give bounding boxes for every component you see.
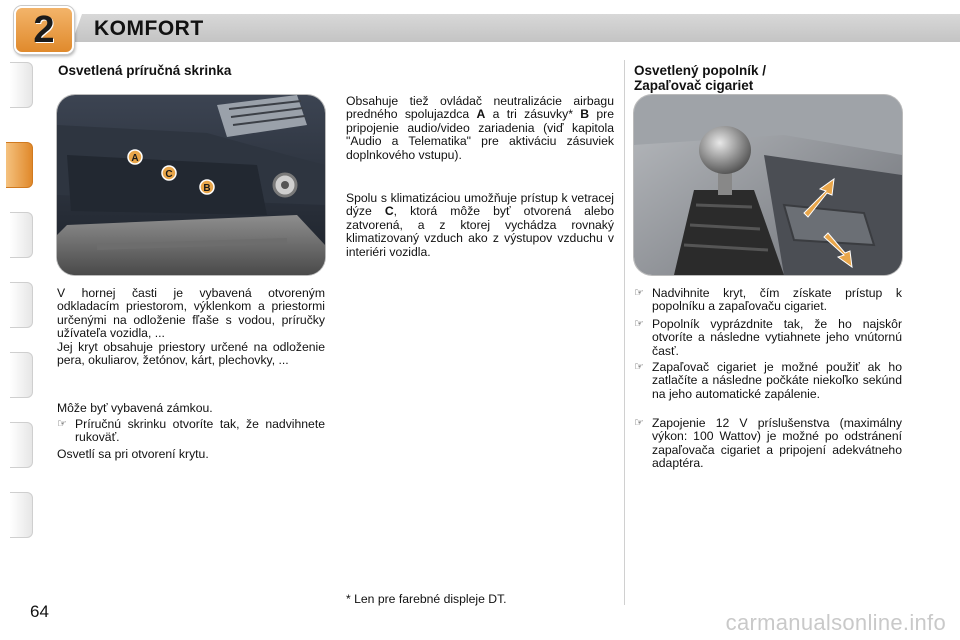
- label-c: C: [165, 169, 173, 180]
- bullet-text: Príručnú skrinku otvoríte tak, že nadvihnete rukoväť.: [75, 417, 325, 445]
- ashtray-title-line-2: Zapaľovač cigariet: [634, 78, 754, 93]
- chapter-number: 2: [33, 8, 55, 51]
- label-b: B: [203, 183, 211, 194]
- ashtray-bullet: [634, 361, 902, 401]
- watermark: carmanualsonline.info: [725, 610, 946, 635]
- label-b-inline: B: [580, 107, 590, 122]
- ashtray-photo: [634, 95, 902, 275]
- glovebox-photo: [57, 95, 325, 275]
- bullet-text: Zapaľovač cigariet je možné použiť ak ho zatlačíte a následne počkáte niekoľko sekúnd na jeho automatické zapálenie.: [652, 360, 902, 401]
- bullet-text: Popolník vyprázdnite tak, že ho najskôr otvoríte a následne vytiahnete jeho vnútornú časť.: [652, 317, 902, 358]
- label-a: A: [131, 153, 139, 164]
- ashtray-bullet: [634, 287, 902, 314]
- glovebox-para-2: Jej kryt obsahuje priestory určené na odloženie pera, okuliarov, žetónov, kárt, plechovky, ...: [57, 340, 325, 368]
- glovebox-para-1: V hornej časti je vybavená otvoreným odkladacím priestorom, výklenkom a priestormi určenými na odloženie fľaše s vodou, príručky užívateľa vozidla, ...: [57, 286, 325, 341]
- gear-console-illustration: [634, 95, 902, 275]
- side-tab[interactable]: [10, 212, 33, 258]
- ashtray-bullet: [634, 318, 902, 358]
- side-tab[interactable]: [10, 282, 33, 328]
- label-c-inline: C: [384, 204, 394, 219]
- pointing-hand-icon: ☞: [57, 418, 67, 430]
- label-a-inline: A: [476, 107, 486, 122]
- ashtray-bullet: [634, 417, 902, 471]
- ashtray-title: [634, 63, 766, 93]
- glovebox-para-4: Osvetlí sa pri otvorení krytu.: [57, 447, 209, 461]
- page-number: 64: [30, 602, 49, 621]
- glovebox-bullet-1: [57, 418, 325, 445]
- middle-para-2-part-c: , ktorá môže byť otvorená alebo zatvorená, a z ktorej vychádza rovnaký klimatizovaný vzduch ako z výstupov vzduchu v interiéri vozidla.: [346, 204, 614, 259]
- pointing-hand-icon: ☞: [634, 361, 644, 373]
- bullet-text: Nadvihnite kryt, čím získate prístup k popolníku a zapaľovaču cigariet.: [652, 286, 902, 314]
- side-tab[interactable]: [10, 352, 33, 398]
- glovebox-illustration: [57, 95, 325, 275]
- middle-para-2-part-a: Spolu s klimatizáciou umožňuje prístup k vetracej dýze: [346, 191, 614, 219]
- bullet-text: Zapojenie 12 V príslušenstva (maximálny výkon: 100 Wattov) je možné po odstránení zapaľovača cigariet a pripojení adekvátneho adaptéra.: [652, 416, 902, 471]
- side-tab[interactable]: [10, 422, 33, 468]
- glovebox-title: Osvetlená príručná skrinka: [58, 63, 232, 78]
- middle-para-1-part-c: a tri zásuvky*: [485, 107, 581, 122]
- footnote: * Len pre farebné displeje DT.: [346, 592, 507, 606]
- pointing-hand-icon: ☞: [634, 417, 644, 429]
- chapter-title: KOMFORT: [94, 17, 204, 40]
- middle-para-1: [346, 95, 614, 162]
- chapter-badge: [14, 6, 74, 54]
- side-tab[interactable]: [10, 62, 33, 108]
- pointing-hand-icon: ☞: [634, 287, 644, 299]
- side-tab[interactable]: [10, 492, 33, 538]
- middle-para-1-part-a: Obsahuje tiež ovládač neutralizácie airbagu predného spolujazdca: [346, 94, 614, 122]
- glovebox-para-3: Môže byť vybavená zámkou.: [57, 401, 213, 415]
- middle-para-1-part-e: pre pripojenie audio/video zariadenia (viď kapitola "Audio a Telematika" pre aktiváciu zásuviek doplnkového vstupu).: [346, 107, 614, 162]
- ashtray-title-line-1: Osvetlený popolník /: [634, 63, 767, 78]
- pointing-hand-icon: ☞: [634, 318, 644, 330]
- chapter-header-bar: [72, 14, 960, 42]
- side-tabs: [0, 62, 34, 582]
- side-tab-active[interactable]: [6, 142, 33, 188]
- middle-para-2: [346, 192, 614, 259]
- column-divider: [624, 60, 625, 605]
